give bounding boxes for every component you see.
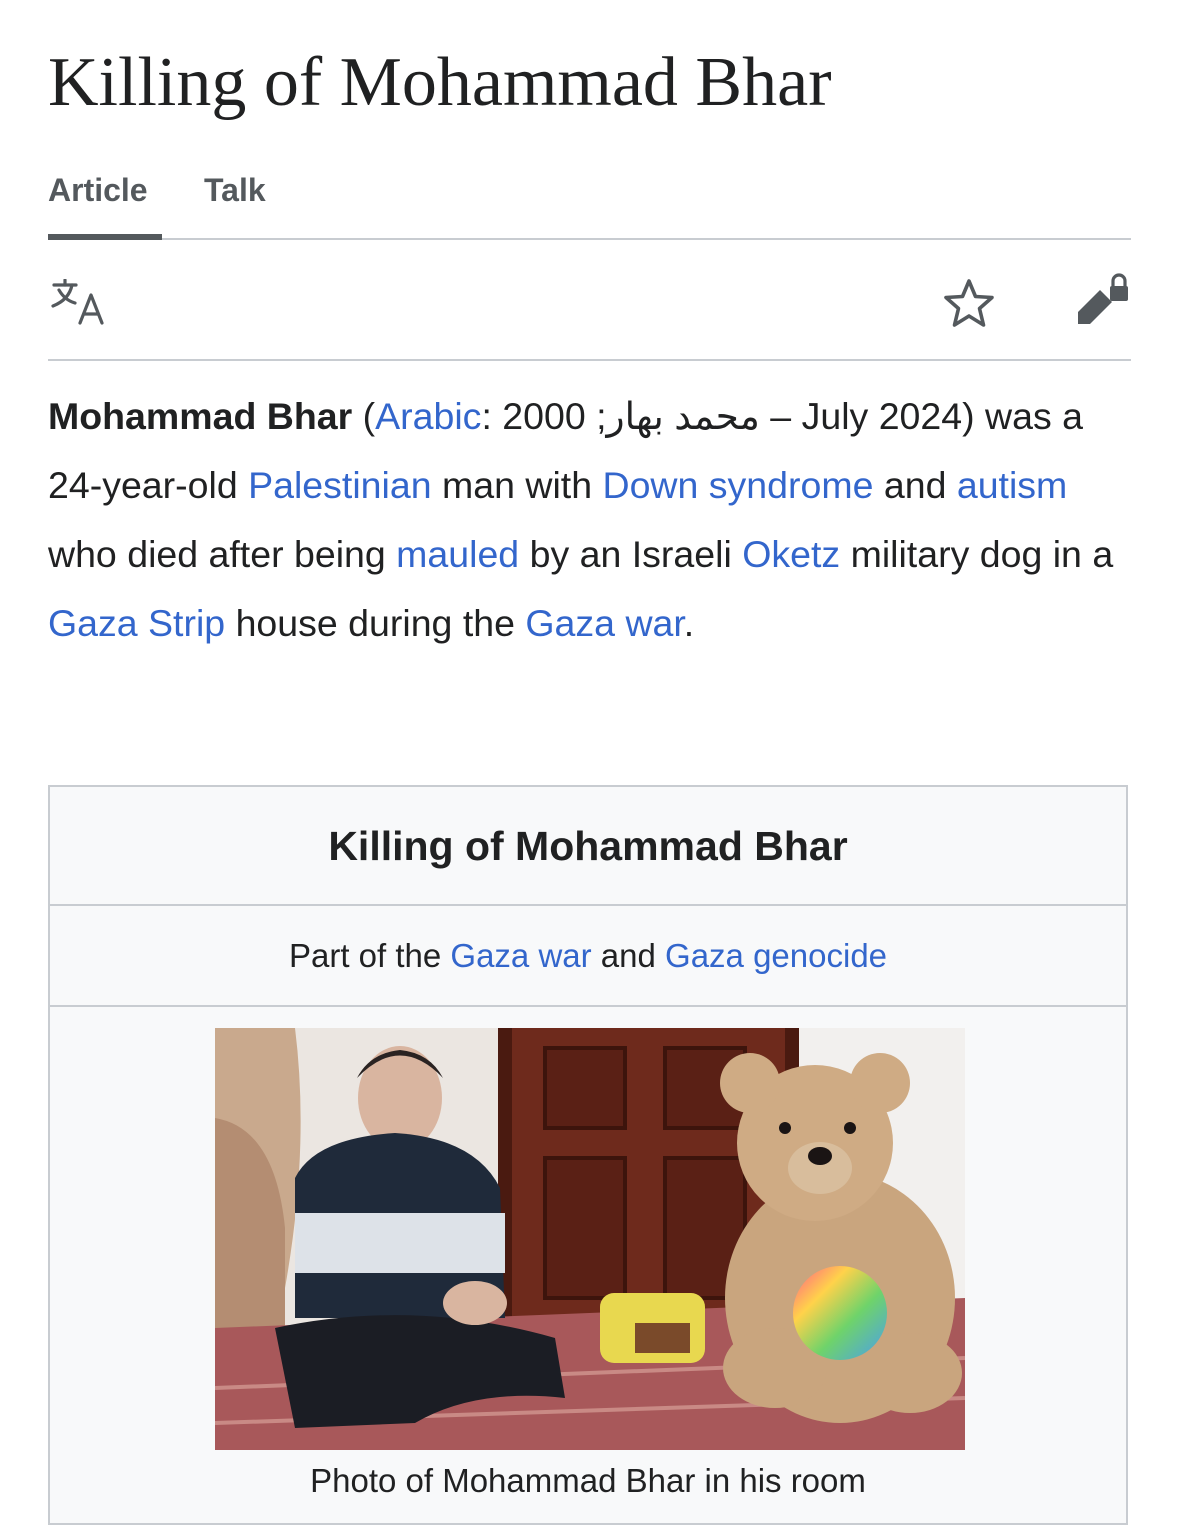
photo-illustration — [215, 1028, 965, 1450]
lead-text: : محمد بهار; 2000 – July 2024) — [481, 395, 975, 437]
infobox-photo[interactable] — [215, 1028, 965, 1450]
infobox-part-of — [50, 906, 1126, 1006]
lead-text: who died after being — [48, 533, 397, 575]
link-autism[interactable]: autism — [956, 464, 1068, 506]
star-icon[interactable] — [941, 277, 997, 331]
link-oketz[interactable]: Oketz — [742, 533, 841, 575]
locked-pencil-icon[interactable] — [1072, 272, 1132, 328]
infobox-divider — [50, 1005, 1126, 1007]
lead-text: was a 24-year-old — [48, 395, 1083, 506]
link-infobox-gaza-war[interactable]: Gaza war — [450, 937, 592, 974]
active-tab-indicator — [48, 234, 162, 240]
link-gaza-war[interactable]: Gaza war — [525, 602, 684, 644]
translate-icon[interactable] — [50, 279, 108, 327]
link-down-syndrome[interactable]: Down syndrome — [602, 464, 874, 506]
page-title: Killing of Mohammad Bhar — [48, 44, 832, 121]
lead-text: house during the — [225, 602, 526, 644]
tabs-divider — [48, 238, 1131, 240]
link-infobox-gaza-genocide[interactable]: Gaza genocide — [665, 937, 888, 974]
lead-text: . — [683, 602, 695, 644]
link-arabic[interactable]: Arabic — [375, 395, 482, 437]
link-mauled[interactable]: mauled — [396, 533, 520, 575]
lead-paragraph — [48, 382, 1138, 658]
lead-text: military dog in a — [840, 533, 1114, 575]
tab-talk[interactable]: Talk — [204, 172, 266, 208]
infobox-text: and — [591, 937, 666, 974]
lead-text: and — [873, 464, 957, 506]
infobox-text: Part of the — [288, 937, 451, 974]
toolbar-divider — [48, 359, 1131, 361]
infobox-title: Killing of Mohammad Bhar — [328, 823, 848, 869]
article-subject: Mohammad Bhar — [48, 395, 353, 437]
tab-article[interactable]: Article — [48, 172, 148, 208]
page-tabs — [48, 168, 1131, 240]
link-gaza-strip[interactable]: Gaza Strip — [48, 602, 226, 644]
infobox-caption: Photo of Mohammad Bhar in his room — [310, 1462, 866, 1499]
infobox — [48, 785, 1128, 1525]
lead-text: man with — [431, 464, 603, 506]
lead-text: ( — [352, 395, 376, 437]
link-palestinian[interactable]: Palestinian — [248, 464, 432, 506]
lead-text: by an Israeli — [519, 533, 743, 575]
